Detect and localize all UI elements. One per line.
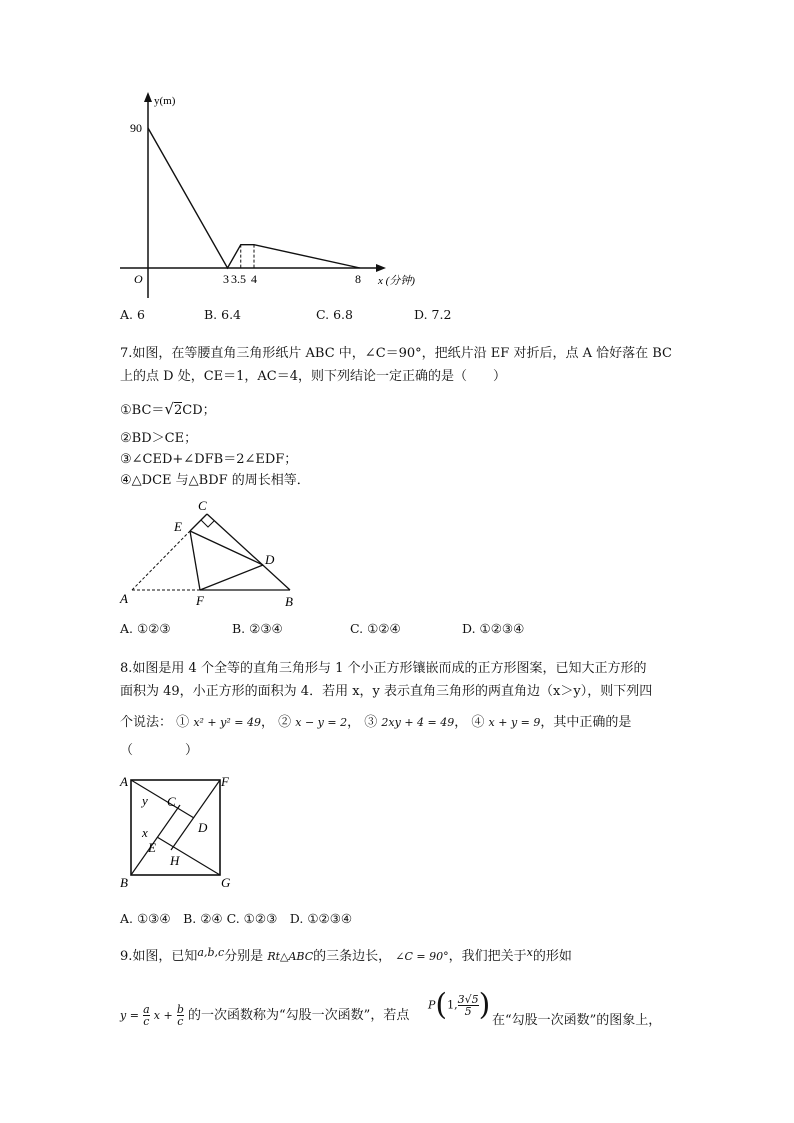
q7-statement-4: ④△DCE 与△BDF 的周长相等．: [120, 473, 310, 488]
label-B: B: [285, 594, 293, 609]
q8-square-figure: [110, 768, 240, 892]
label-C: C: [167, 794, 176, 809]
q8-eq-2: x − y = 2: [295, 716, 348, 729]
label-F: F: [221, 774, 229, 789]
frac2-num: b: [176, 1003, 184, 1016]
frac1-den: c: [143, 1015, 150, 1028]
q6-option-c[interactable]: C. 6.8: [316, 307, 353, 322]
label-x: x: [142, 825, 148, 840]
y-tick-90: 90: [130, 121, 142, 135]
q6-option-b[interactable]: B. 6.4: [204, 307, 242, 322]
q7-text-line1: 7.如图，在等腰直角三角形纸片 ABC 中，∠C＝90°，把纸片沿 EF 对折后，点 A 恰好落在 BC: [120, 346, 672, 361]
q9-text-line2-end: 在“勾股一次函数”的图象上，: [492, 1013, 662, 1028]
q7-statement-3: ③∠CED+∠DFB＝2∠EDF；: [120, 452, 298, 467]
q8-eq-3: 2xy + 4 = 49: [381, 716, 455, 729]
q9-mid2: 的三条边长，: [313, 949, 392, 964]
segment-FD: [200, 565, 263, 590]
q9-line2-mid: 的一次函数称为“勾股一次函数”，若点: [188, 1008, 410, 1023]
q6-option-d[interactable]: D. 7.2: [414, 307, 452, 322]
label-D: D: [265, 552, 275, 567]
right-angle-mark: [201, 520, 214, 527]
q7-option-b[interactable]: B. ②③④: [232, 621, 283, 636]
q8-line3-suffix: ，其中正确的是: [540, 715, 632, 730]
q9-suffix: ，我们把关于: [448, 949, 527, 964]
label-G: G: [221, 875, 231, 890]
q7-option-c[interactable]: C. ①②④: [350, 621, 401, 636]
y-axis-arrow: [144, 92, 152, 102]
q7-option-a[interactable]: A. ①②③: [120, 621, 171, 636]
q7-statement-2: ②BD＞CE；: [120, 431, 198, 446]
label-y: y: [142, 793, 148, 808]
q9-end: 的形如: [532, 949, 572, 964]
right-paren: ): [478, 987, 491, 1023]
label-H: H: [170, 853, 180, 868]
q9-angle: ∠C = 90°: [395, 950, 449, 963]
q8-eq-4: x + y = 9: [488, 716, 541, 729]
q8-options[interactable]: A. ①③④ B. ②④ C. ①②③ D. ①②③④: [120, 911, 353, 926]
frac1-num: a: [143, 1003, 150, 1016]
q7-option-d[interactable]: D. ①②③④: [462, 621, 525, 636]
x-tick-3.5: 3.5: [231, 272, 246, 286]
segment-FH: [171, 780, 220, 850]
label-E: E: [148, 840, 156, 855]
q9-y-eq: y =: [120, 1009, 139, 1022]
p-den: 5: [458, 1005, 479, 1017]
q7-text-line2: 上的点 D 处，CE＝1，AC＝4，则下列结论一定正确的是（ ）: [120, 369, 507, 384]
q8-num-3: ③: [364, 715, 378, 730]
segment-ED: [190, 531, 263, 565]
label-C: C: [198, 498, 207, 513]
q7-statement-1: [120, 400, 216, 420]
left-paren: (: [435, 987, 448, 1023]
q8-num-2: ②: [278, 715, 292, 730]
x-tick-8: 8: [355, 272, 361, 286]
q9-mid: 分别是: [224, 949, 264, 964]
segment-AE-dashed: [132, 531, 190, 590]
label-E: E: [174, 519, 182, 534]
sqrt-radicand: 2: [173, 403, 183, 418]
q9-triangle: Rt△ABC: [267, 950, 314, 963]
fraction-a-over-c: [143, 1004, 150, 1027]
segment-EC: [190, 514, 207, 531]
sqrt-sign: √: [164, 400, 174, 418]
q8-text-line1: 8.如图是用 4 个全等的直角三角形与 1 个小正方形镶嵌而成的正方形图案，已知大正方形的: [120, 661, 647, 676]
distance-time-graph: [110, 90, 430, 300]
x-axis-label: x (分钟): [378, 275, 415, 287]
q9-abc: a,b,c: [197, 946, 225, 959]
q7-triangle-figure: [110, 494, 310, 612]
x-tick-4: 4: [251, 272, 257, 286]
q9-text-line2: [120, 1004, 409, 1027]
fraction-b-over-c: [177, 1004, 184, 1027]
x-tick-3: 3: [223, 272, 229, 286]
x-axis-arrow: [376, 264, 386, 272]
q7-s1-prefix: ①BC＝: [120, 403, 165, 418]
p-num: 3√5: [457, 993, 479, 1006]
label-D: D: [198, 820, 208, 835]
q6-option-a[interactable]: A. 6: [120, 307, 145, 322]
q9-point-P: [428, 987, 491, 1036]
p-label: P: [428, 998, 436, 1012]
label-A: A: [120, 774, 128, 789]
q9-xplus: x +: [153, 1009, 173, 1022]
q8-text-line4: （ ）: [120, 743, 199, 758]
q8-text-line2: 面积为 49，小正方形的面积为 4．若用 x，y 表示直角三角形的两直角边（x＞y），则下列四: [120, 684, 653, 699]
segment-GE: [157, 837, 220, 875]
q7-s1-suffix: CD；: [182, 403, 216, 418]
q9-text-line1: [120, 944, 572, 966]
q8-num-1: ①: [176, 715, 190, 730]
fraction-3sqrt5-over-5: [458, 994, 479, 1017]
q8-num-4: ④: [471, 715, 485, 730]
segment-EF: [190, 531, 200, 590]
origin-label: O: [134, 272, 143, 286]
label-F: F: [196, 593, 204, 608]
frac2-den: c: [177, 1015, 184, 1028]
q9-x: x: [526, 946, 533, 959]
q9-prefix: 9.如图，已知: [120, 949, 198, 964]
segment-AD: [131, 780, 194, 818]
label-A: A: [120, 591, 128, 606]
segment-CB: [207, 514, 290, 590]
q8-eq-1: x² + y² = 49: [193, 716, 261, 729]
q8-text-line3: 个说法： ① x² + y² = 49， ② x − y = 2， ③ 2xy + 4 = 49， ④ x + y = 9，其中正确的是: [120, 715, 632, 730]
q8-line3-prefix: 个说法：: [120, 715, 173, 730]
label-B: B: [120, 875, 128, 890]
p-x: 1,: [447, 998, 458, 1012]
y-axis-label: y(m): [154, 95, 176, 107]
